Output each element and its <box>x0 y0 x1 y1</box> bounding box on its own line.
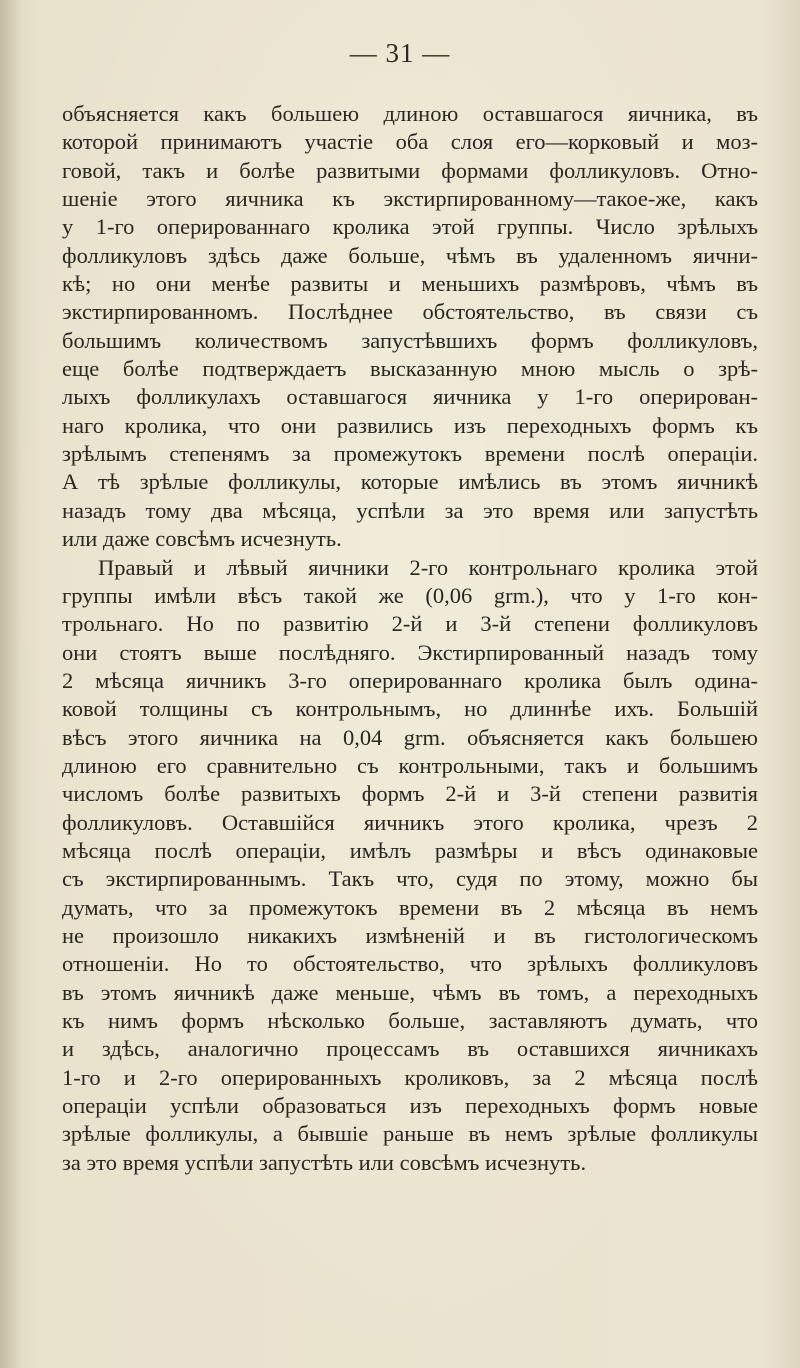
text-line: операціи успѣли образоваться изъ переходныхъ формъ новые <box>62 1093 758 1119</box>
text-line: мѣсяца послѣ операціи, имѣлъ размѣры и вѣсъ одинаковые <box>62 837 758 863</box>
text-line: лыхъ фолликулахъ оставшагося яичника у 1-го оперирован- <box>62 384 758 410</box>
text-line: экстирпированномъ. Послѣднее обстоятельство, въ связи съ <box>62 299 758 325</box>
text-line: фолликуловъ. Оставшійся яичникъ этого кролика, чрезъ 2 <box>62 809 758 835</box>
text-line: или даже совсѣмъ исчезнуть. <box>62 526 342 552</box>
text-line: и здѣсь, аналогично процессамъ въ оставшихся яичникахъ <box>62 1036 758 1062</box>
text-line: къ нимъ формъ нѣсколько больше, заставляютъ думать, что <box>62 1008 758 1033</box>
text-line: большимъ количествомъ запустѣвшихъ формъ фолликуловъ, <box>62 327 758 353</box>
text-line: 2 мѣсяца яичникъ 3-го оперированнаго кролика былъ одина- <box>62 667 758 693</box>
text-line: группы имѣли вѣсъ такой же (0,06 grm.), что у 1-го кон- <box>62 582 758 608</box>
text-line: не произошло никакихъ измѣненій и въ гистологическомъ <box>62 922 758 948</box>
text-line: кѣ; но они менѣе развиты и меньшихъ размѣровъ, чѣмъ въ <box>62 271 758 297</box>
text-line: трольнаго. Но по развитію 2-й и 3-й степени фолликуловъ <box>62 611 758 637</box>
text-line: назадъ тому два мѣсяца, успѣли за это время или запустѣть <box>62 497 758 523</box>
text-line: зрѣлые фолликулы, а бывшіе раньше въ немъ зрѣлые фолликулы <box>62 1121 758 1147</box>
binding-shadow <box>0 0 22 1368</box>
text-line: у 1-го оперированнаго кролика этой группы. Число зрѣлыхъ <box>62 214 758 240</box>
text-line: съ экстирпированнымъ. Такъ что, судя по этому, можно бы <box>62 866 758 892</box>
text-line: фолликуловъ здѣсь даже больше, чѣмъ въ удаленномъ яични- <box>62 242 758 268</box>
text-line: зрѣлымъ степенямъ за промежутокъ времени послѣ операціи. <box>62 441 758 467</box>
text-line: они стоятъ выше послѣдняго. Экстирпированный назадъ тому <box>62 639 758 665</box>
text-line: А тѣ зрѣлые фолликулы, которые имѣлись въ этомъ яичникѣ <box>62 469 758 495</box>
text-line: отношеніи. Но то обстоятельство, что зрѣлыхъ фолликуловъ <box>62 951 758 977</box>
body-text <box>62 100 758 1177</box>
text-line: за это время успѣли запустѣть или совсѣмъ исчезнуть. <box>62 1149 587 1175</box>
text-line: длиною его сравнительно съ контрольными, такъ и большимъ <box>62 752 758 778</box>
text-line: которой принимаютъ участіе оба слоя его—корковый и моз- <box>62 129 758 155</box>
text-line: Правый и лѣвый яичники 2-го контрольнаго кролика этой <box>98 554 758 580</box>
page-number: — 31 — <box>349 38 451 68</box>
text-line: 1-го и 2-го оперированныхъ кроликовъ, за 2 мѣсяца послѣ <box>62 1064 758 1090</box>
text-line: вѣсъ этого яичника на 0,04 grm. объясняется какъ большею <box>62 724 758 750</box>
text-line: думать, что за промежутокъ времени въ 2 мѣсяца въ немъ <box>62 894 758 920</box>
text-line: говой, такъ и болѣе развитыми формами фолликуловъ. Отно- <box>62 157 758 183</box>
text-line: шеніе этого яичника къ экстирпированному—такое-же, какъ <box>62 186 758 212</box>
text-line: ковой толщины съ контрольнымъ, но длиннѣе ихъ. Большій <box>62 696 758 722</box>
text-line: въ этомъ яичникѣ даже меньше, чѣмъ въ томъ, а переходныхъ <box>62 979 758 1005</box>
text-line: объясняется какъ большею длиною оставшагося яичника, въ <box>62 101 758 126</box>
text-line: наго кролика, что они развились изъ переходныхъ формъ къ <box>62 412 758 438</box>
text-line: еще болѣе подтверждаетъ высказанную мною мысль о зрѣ- <box>62 356 758 382</box>
text-line: числомъ болѣе развитыхъ формъ 2-й и 3-й степени развитія <box>62 781 758 807</box>
